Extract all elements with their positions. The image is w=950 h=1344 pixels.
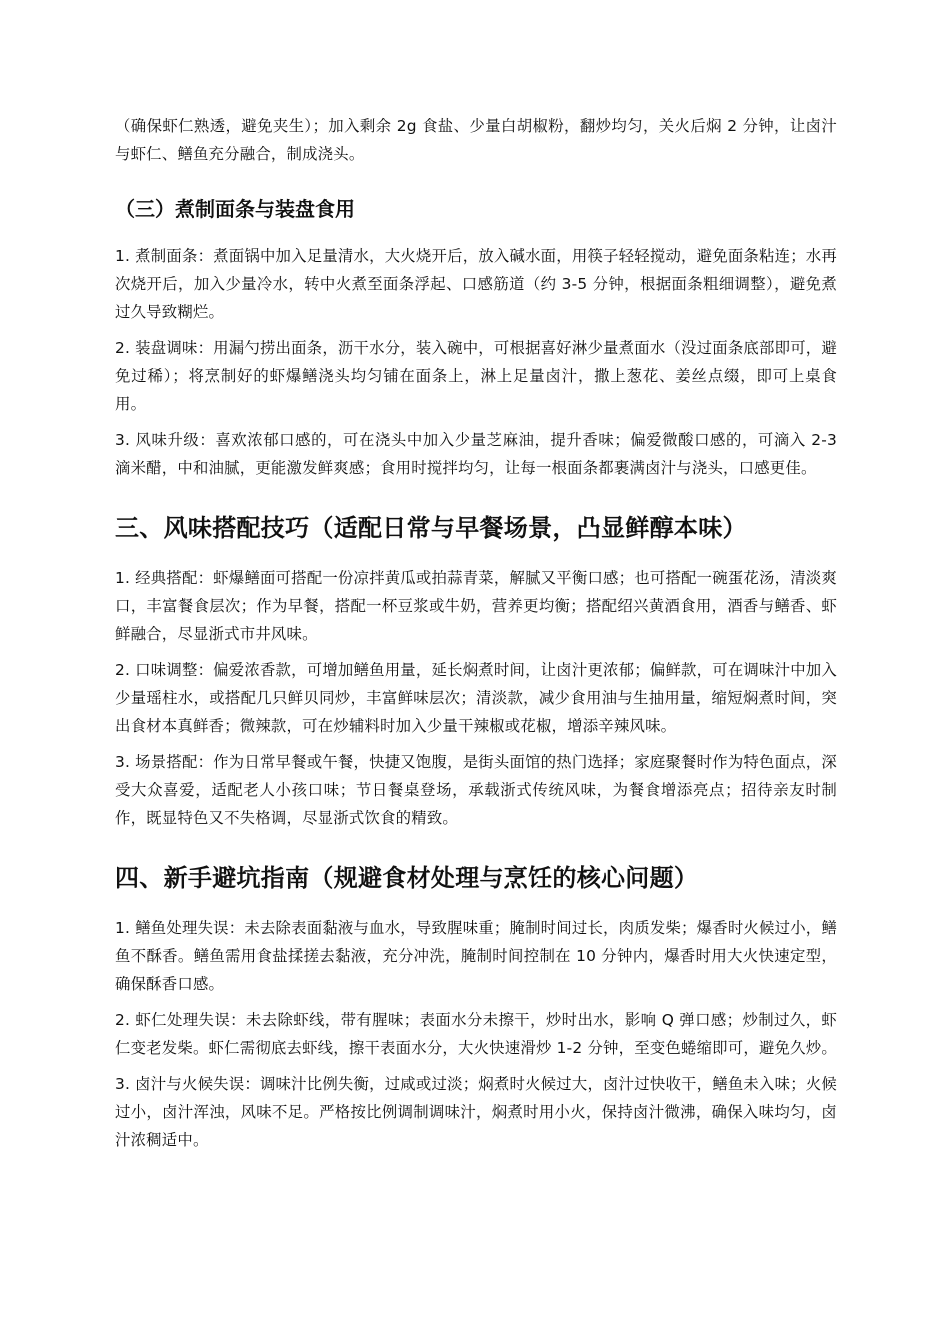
intro-paragraph: （确保虾仁熟透，避免夹生）；加入剩余 2g 食盐、少量白胡椒粉，翻炒均匀，关火后焖 2 分钟，让卤汁与虾仁、鳝鱼充分融合，制成浇头。 xyxy=(115,117,837,163)
list-item: 2. 虾仁处理失误：未去除虾线，带有腥味；表面水分未擦干，炒时出水，影响 Q 弹口感；炒制过久，虾仁变老发柴。虾仁需彻底去虾线，擦干表面水分，大火快速滑炒 1-2 分钟，至变色蜷缩即可，避免久炒。 xyxy=(115,1011,837,1057)
list-item: 3. 卤汁与火候失误：调味汁比例失衡，过咸或过淡；焖煮时火候过大，卤汁过快收干，鳝鱼未入味；火候过小，卤汁浑浊，风味不足。严格按比例调制调味汁，焖煮时用小火，保持卤汁微沸，确保入味均匀，卤汁浓稠适中。 xyxy=(115,1075,837,1149)
list-item: 1. 鳝鱼处理失误：未去除表面黏液与血水，导致腥味重；腌制时间过长，肉质发柴；爆香时火候过小，鳝鱼不酥香。鳝鱼需用食盐揉搓去黏液，充分冲洗，腌制时间控制在 10 分钟内，爆香时用大火快速定型，确保酥香口感。 xyxy=(115,919,837,993)
list-item: 2. 装盘调味：用漏勺捞出面条，沥干水分，装入碗中，可根据喜好淋少量煮面水（没过面条底部即可，避免过稀）；将烹制好的虾爆鳝浇头均匀铺在面条上，淋上足量卤汁，撒上葱花、姜丝点缀，即可上桌食用。 xyxy=(115,339,837,413)
section-heading-flavor-pairing: 三、风味搭配技巧（适配日常与早餐场景，凸显鲜醇本味） xyxy=(115,514,747,542)
section-heading-cook-noodles: （三）煮制面条与装盘食用 xyxy=(115,197,355,221)
document-page xyxy=(115,112,837,1154)
list-item: 3. 场景搭配：作为日常早餐或午餐，快捷又饱腹，是街头面馆的热门选择；家庭聚餐时作为特色面点，深受大众喜爱，适配老人小孩口味；节日餐桌登场，承载浙式传统风味，为餐食增添亮点；招待亲友时制作，既显特色又不失格调，尽显浙式饮食的精致。 xyxy=(115,753,837,827)
list-item: 1. 煮制面条：煮面锅中加入足量清水，大火烧开后，放入碱水面，用筷子轻轻搅动，避免面条粘连；水再次烧开后，加入少量冷水，转中火煮至面条浮起、口感筋道（约 3-5 分钟，根据面条粗细调整），避免煮过久导致糊烂。 xyxy=(115,247,837,321)
list-item: 3. 风味升级：喜欢浓郁口感的，可在浇头中加入少量芝麻油，提升香味；偏爱微酸口感的，可滴入 2-3 滴米醋，中和油腻，更能激发鲜爽感；食用时搅拌均匀，让每一根面条都裹满卤汁与浇头，口感更佳。 xyxy=(115,431,837,477)
list-item: 2. 口味调整：偏爱浓香款，可增加鳝鱼用量，延长焖煮时间，让卤汁更浓郁；偏鲜款，可在调味汁中加入少量瑶柱水，或搭配几只鲜贝同炒，丰富鲜味层次；清淡款，减少食用油与生抽用量，缩短焖煮时间，突出食材本真鲜香；微辣款，可在炒辅料时加入少量干辣椒或花椒，增添辛辣风味。 xyxy=(115,661,837,735)
section-heading-beginner-tips: 四、新手避坑指南（规避食材处理与烹饪的核心问题） xyxy=(115,864,699,892)
list-item: 1. 经典搭配：虾爆鳝面可搭配一份凉拌黄瓜或拍蒜青菜，解腻又平衡口感；也可搭配一碗蛋花汤，清淡爽口，丰富餐食层次；作为早餐，搭配一杯豆浆或牛奶，营养更均衡；搭配绍兴黄酒食用，酒香与鳝香、虾鲜融合，尽显浙式市井风味。 xyxy=(115,569,837,643)
